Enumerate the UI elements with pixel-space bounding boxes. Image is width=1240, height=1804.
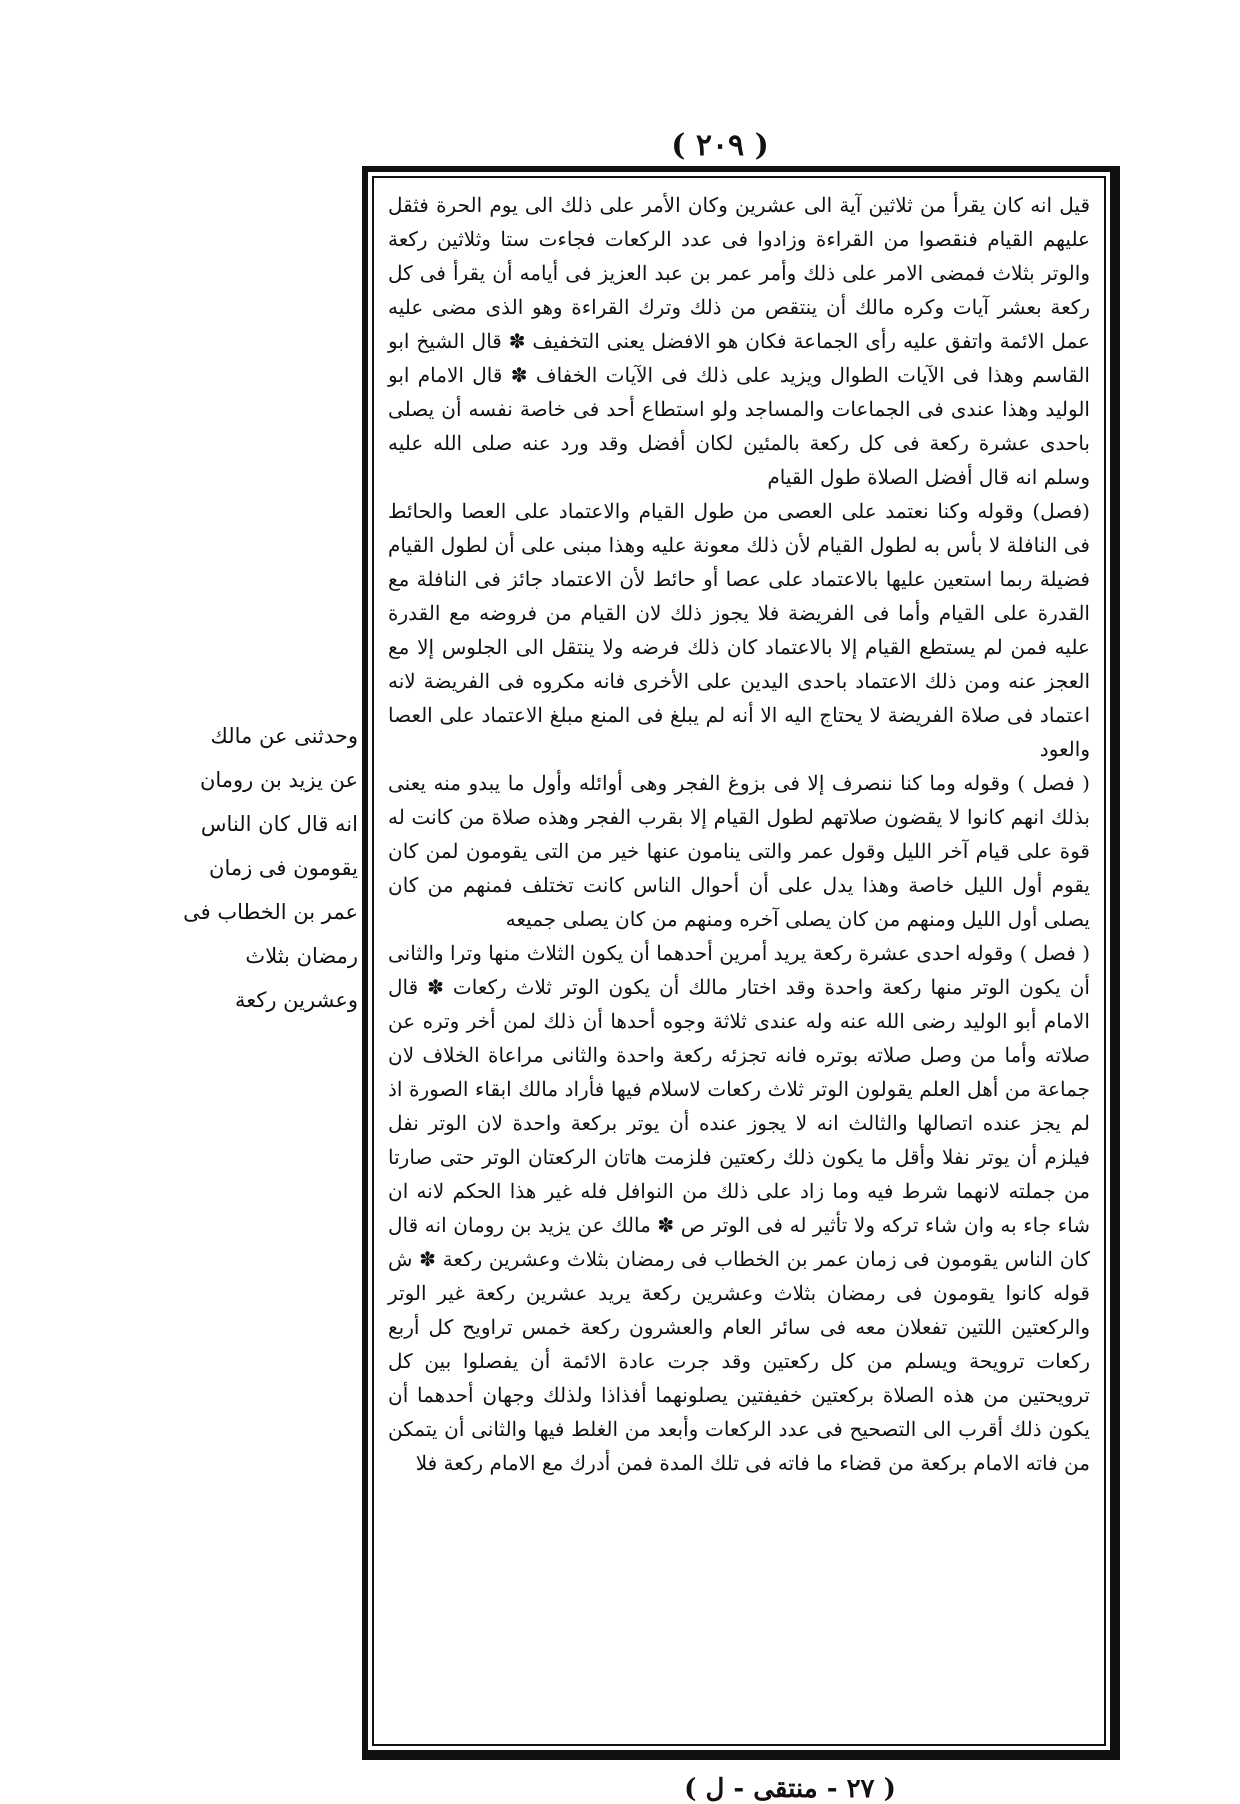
- page-signature: ( ٢٧ - منتقى - ل ): [684, 1774, 896, 1804]
- paragraph-1: قيل انه كان يقرأ من ثلاثين آية الى عشرين وكان الأمر على ذلك الى يوم الحرة فثقل عليهم القيام فنقصوا من القراءة وزادوا فى عدد الركعات فجاءت ستا وثلاثين ركعة والوتر بثلاث فمضى الامر على ذلك وأمر عمر بن عبد العزيز فى أيامه أن يقرأ فى كل ركعة بعشر آيات وكره مالك أن ينتقص من ذلك وترك القراءة وهو الذى مضى عليه عمل الائمة واتفق عليه رأى الجماعة فكان هو الافضل يعنى التخفيف ✽ قال الشيخ ابو القاسم وهذا فى الآيات الطوال ويزيد على ذلك فى الآيات الخفاف ✽ قال الامام ابو الوليد وهذا عندى فى الجماعات والمساجد ولو استطاع أحد فى خاصة نفسه أن يصلى باحدى عشرة ركعة فى كل ركعة بالمئين لكان أفضل وقد ورد عنه صلى الله عليه وسلم انه قال أفضل الصلاة طول القيام: [388, 193, 1090, 489]
- page-number: ( ٢٠٩ ): [671, 128, 769, 163]
- paragraph-4: ( فصل ) وقوله احدى عشرة ركعة يريد أمرين أحدهما أن يكون الثلاث منها وترا والثانى أن يكون الوتر منها ركعة واحدة وقد اختار مالك أن يكون الوتر ثلاث ركعات ✽ قال الامام أبو الوليد رضى الله عنه وله عندى ثلاثة وجوه أحدها أن ذلك لمن أخر وتره عن صلاته وأما من وصل صلاته بوتره فانه تجزئه ركعة واحدة والثانى مراعاة الخلاف لان جماعة من أهل العلم يقولون الوتر ثلاث ركعات لاسلام فيها فأراد مالك ابقاء الصورة اذ لم يجز عنده اتصالها والثالث انه لا يجوز عنده أن يوتر بركعة واحدة لان الوتر نفل فيلزم أن يوتر نفلا وأقل ما يكون ذلك ركعتين فلزمت هاتان الركعتان الوتر حتى صارتا من جملته لانهما شرط فيه وما زاد على ذلك من النوافل فله غير هذا الحكم لانه ان شاء جاء به وان شاء تركه ولا تأثير له فى الوتر ص ✽ مالك عن يزيد بن رومان انه قال كان الناس يقومون فى زمان عمر بن الخطاب فى رمضان بثلاث وعشرين ركعة ✽ ش قوله كانوا يقومون فى رمضان بثلاث وعشرين ركعة يريد عشرين ركعة غير الوتر والركعتين اللتين تفعلان معه فى سائر العام والعشرون ركعة خمس تراويح كل أربع ركعات ترويحة ويسلم من كل ركعتين وقد جرت عادة الائمة أن يفصلوا بين كل ترويحتين من هذه الصلاة بركعتين خفيفتين يصلونهما أفذاذا ولذلك وجهان أحدهما أن يكون ذلك أقرب الى التصحيح فى عدد الركعات وأبعد من الغلط فيها والثانى أن يتمكن من فاته الامام بركعة من قضاء ما فاته فى تلك المدة فمن أدرك مع الامام ركعة فلا: [388, 941, 1090, 1475]
- paragraph-3: ( فصل ) وقوله وما كنا ننصرف إلا فى بزوغ الفجر وهى أوائله وأول ما يبدو منه يعنى بذلك انهم كانوا لا يقضون صلاتهم لطول القيام إلا بقرب الفجر وهذه صلاة من كانت له قوة على قيام آخر الليل وقول عمر والتى ينامون عنها خير من التى يقومون لمن كان يقوم أول الليل خاصة وهذا يدل على أن أحوال الناس كانت تختلف فمنهم من كان يصلى أول الليل ومنهم من كان يصلى آخره ومنهم من كان يصلى جميعه: [388, 771, 1091, 931]
- main-text-block: [372, 176, 1106, 1746]
- margin-hadith-text: وحدثنى عن مالك عن يزيد بن رومان انه قال كان الناس يقومون فى زمان عمر بن الخطاب فى رمضان بثلاث وعشرين ركعة: [183, 724, 358, 1012]
- paragraph-2: (فصل) وقوله وكنا نعتمد على العصى من طول القيام والاعتماد على العصا والحائط فى النافلة لا بأس به لطول القيام لأن ذلك معونة عليه وهذا مبنى على أن لطول القيام فضيلة ربما استعين عليها بالاعتماد على عصا أو حائط لأن الاعتماد جائز فى النافلة مع القدرة على القيام وأما فى الفريضة فلا يجوز ذلك لان القيام من فروضه مع القدرة عليه فمن لم يستطع القيام إلا بالاعتماد كان ذلك فرضه ولا ينتقل الى الجلوس إلا مع العجز عنه ومن ذلك الاعتماد باحدى اليدين على الأخرى فانه مكروه فى الفريضة لانه اعتماد فى صلاة الفريضة لا يحتاج اليه الا أنه لم يبلغ فى المنع مبلغ الاعتماد على العصا والعود: [388, 499, 1090, 761]
